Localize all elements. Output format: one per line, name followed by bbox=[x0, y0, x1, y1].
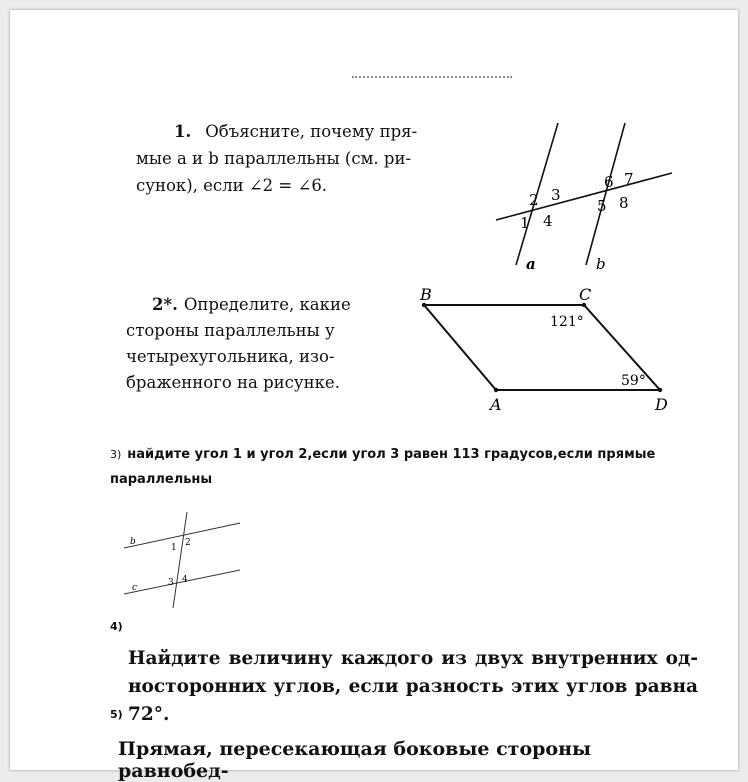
angle-c-value: 121° bbox=[550, 314, 584, 330]
problem-3-figure bbox=[120, 510, 250, 610]
vertex-label-d: D bbox=[655, 395, 668, 414]
angle-label-8: 8 bbox=[619, 194, 629, 212]
angle-label-4: 4 bbox=[543, 212, 553, 230]
line-label-a: a bbox=[526, 255, 536, 273]
problem-1-text: 1. Объясните, почему пря- мые a и b параллельны (см. ри- сунок), если ∠2 = ∠6. bbox=[136, 122, 418, 195]
angle-label-6: 6 bbox=[604, 173, 614, 191]
angle-label-2-small: 2 bbox=[185, 538, 191, 548]
header-fragment bbox=[352, 76, 512, 84]
problem-2-number: 2*. bbox=[152, 295, 178, 314]
angle-label-4-small: 4 bbox=[182, 575, 188, 585]
problem-2-text: 2*. Определите, какие стороны параллельны у четырехугольника, изо- браженного на рисунке. bbox=[126, 295, 351, 392]
problem-3-text: 3) найдите угол 1 и угол 2,если угол 3 равен 113 градусов,если прямые параллельны bbox=[110, 447, 656, 487]
document-page bbox=[10, 10, 738, 782]
problem-1-number: 1. bbox=[174, 122, 192, 141]
problem-2-figure bbox=[410, 282, 680, 422]
angle-label-2: 2 bbox=[529, 191, 539, 209]
problem-1-figure bbox=[480, 115, 690, 275]
angle-label-1: 1 bbox=[520, 214, 530, 232]
line-label-c-small: c bbox=[132, 583, 138, 593]
vertex-label-a: A bbox=[490, 395, 502, 414]
problem-5-text: Прямая, пересекающая боковые стороны равнобед- bbox=[118, 738, 592, 782]
angle-d-value: 59° bbox=[621, 373, 646, 389]
angle-label-7: 7 bbox=[624, 170, 634, 188]
line-label-b: b bbox=[596, 255, 606, 273]
line-label-b-small: b bbox=[130, 537, 136, 547]
angle-label-1-small: 1 bbox=[171, 543, 177, 553]
problem-3-number: 3) bbox=[110, 448, 122, 461]
problem-4-text: Найдите величину каждого из двух внутренних од-носторонних углов, если разность этих углов равна 72°. bbox=[128, 648, 698, 725]
problem-5-number: 5) bbox=[110, 708, 123, 721]
angle-label-5: 5 bbox=[597, 197, 607, 215]
vertex-label-b: B bbox=[420, 285, 432, 304]
vertex-label-c: C bbox=[579, 285, 592, 304]
problem-4-number: 4) bbox=[110, 620, 123, 633]
angle-label-3: 3 bbox=[551, 186, 561, 204]
angle-label-3-small: 3 bbox=[168, 578, 174, 588]
